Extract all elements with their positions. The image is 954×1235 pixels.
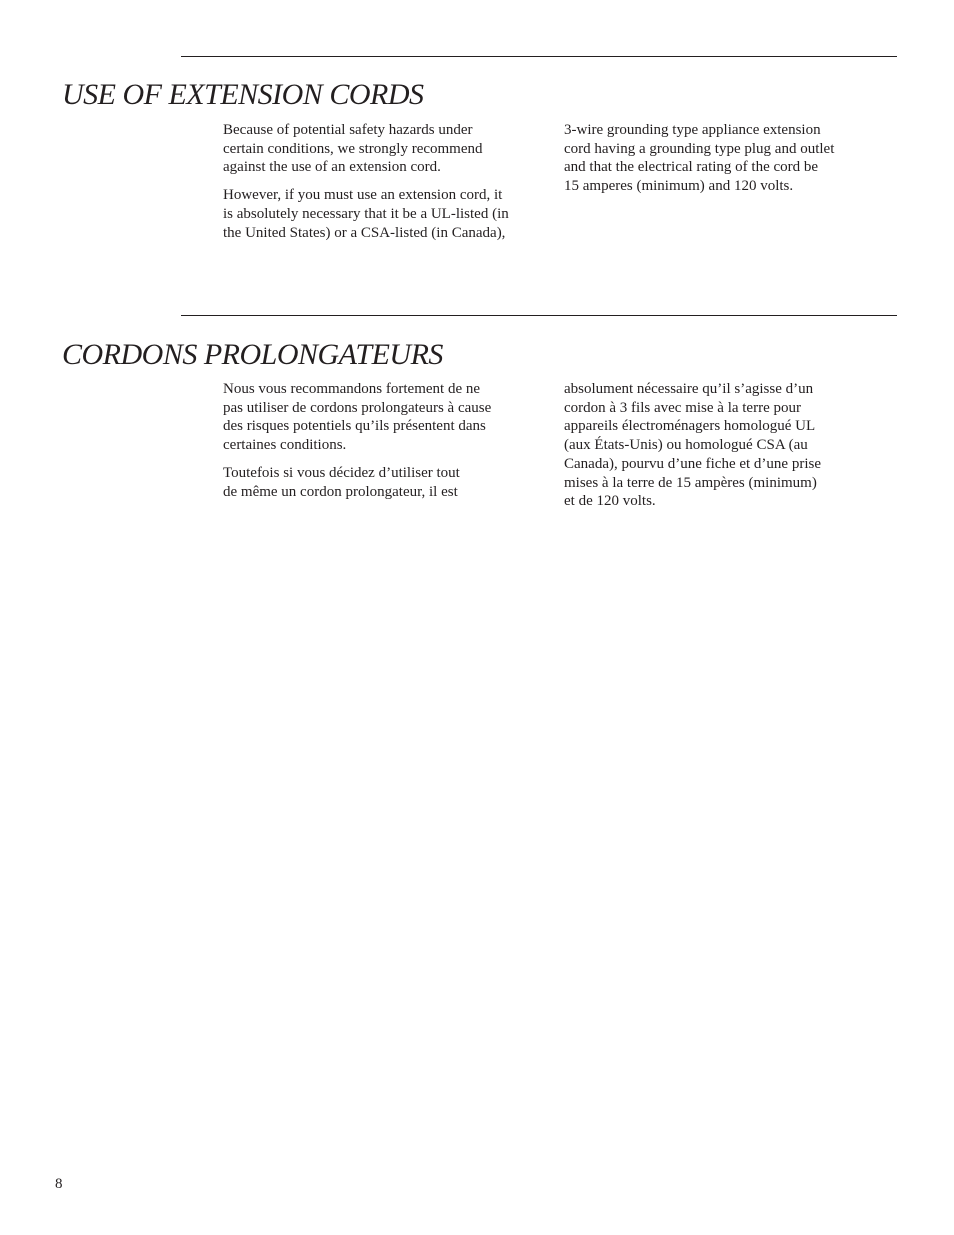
- extension-cords-paragraph-2: However, if you must use an extension cord, it is absolutely necessary that it be a UL-listed (in the United States) or a CSA-listed (in Canada),: [223, 187, 509, 241]
- cordons-paragraph-1: Nous vous recommandons fortement de ne pas utiliser de cordons prolongateurs à cause des risques potentiels qu’ils présentent dans certaines conditions.: [223, 381, 492, 454]
- cordons-paragraph-2: Toutefois si vous décidez d’utiliser tout de même un cordon prolongateur, il est: [223, 464, 460, 500]
- extension-cords-left-column: [223, 121, 553, 251]
- extension-cords-paragraph-1: Because of potential safety hazards under certain conditions, we strongly recommend against the use of an extension cord.: [223, 122, 483, 176]
- extension-cords-paragraph-3: 3-wire grounding type appliance extension cord having a grounding type plug and outlet and that the electrical rating of the cord be 15 amperes (minimum) and 120 volts.: [564, 122, 835, 195]
- extension-cords-right-column: [564, 121, 894, 205]
- heading-use-of-extension-cords: USE OF EXTENSION CORDS: [62, 78, 424, 111]
- section-divider-extension-cords: [181, 56, 897, 57]
- section-divider-cordons-prolongateurs: [181, 315, 897, 316]
- cordons-paragraph-3: absolument nécessaire qu’il s’agisse d’un cordon à 3 fils avec mise à la terre pour appareils électroménagers homologué UL (aux États-Unis) ou homologué CSA (au Canada), pourvu d’une fiche et d’une prise mises à la terre de 15 ampères (minimum) et de 120 volts.: [564, 381, 821, 510]
- page-number: 8: [55, 1176, 63, 1192]
- heading-cordons-prolongateurs: CORDONS PROLONGATEURS: [62, 338, 443, 371]
- cordons-left-column: [223, 380, 553, 510]
- cordons-right-column: [564, 380, 894, 520]
